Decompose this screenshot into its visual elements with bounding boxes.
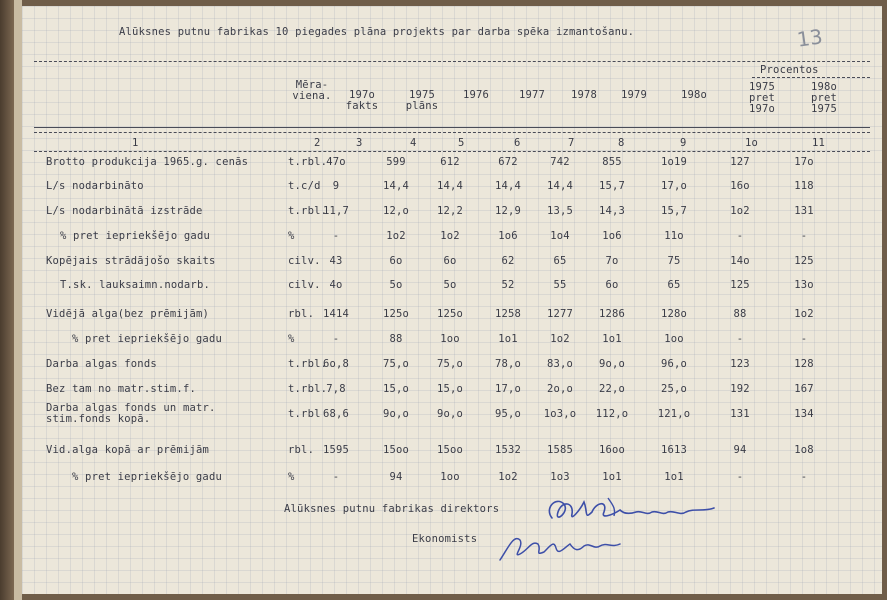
column-number: 8 [618, 137, 625, 149]
table-cell: 13o [794, 279, 814, 291]
table-cell: 16o [730, 180, 750, 192]
table-cell: 9o,o [436, 408, 464, 420]
row-unit: % [288, 230, 295, 242]
column-number: 7 [568, 137, 575, 149]
column-header [504, 90, 560, 101]
table-cell: 43 [329, 255, 343, 267]
table-cell: 1o2 [440, 230, 460, 242]
table-cell: 47o [326, 156, 346, 168]
table-cell: 14o [730, 255, 750, 267]
column-header [606, 90, 662, 101]
column-number: 9 [680, 137, 687, 149]
table-cell: 128 [794, 358, 814, 370]
table-cell: 1o8 [794, 444, 814, 456]
table-cell: - [332, 230, 340, 242]
table-cell: 1o4 [550, 230, 570, 242]
page-number: 13 [795, 24, 824, 52]
table-cell: 1585 [546, 444, 574, 456]
table-cell: 742 [550, 156, 570, 168]
column-header-top: 198o [680, 89, 708, 101]
table-cell: 75,o [382, 358, 410, 370]
table-cell: 17,o [660, 180, 688, 192]
table-cell: 1258 [494, 308, 522, 320]
row-unit: rbl. [288, 444, 315, 456]
row-label: Kopējais strādājošo skaits [46, 255, 216, 267]
row-label: L/s nodarbinātо [46, 180, 144, 192]
table-cell: 94 [389, 471, 403, 483]
table-cell: 1o1 [602, 471, 622, 483]
table-cell: - [800, 230, 808, 242]
table-cell: 55 [553, 279, 567, 291]
table-cell: 131 [794, 205, 814, 217]
table-cell: - [332, 333, 340, 345]
row-unit: t.rbl. [288, 358, 328, 370]
table-cell: 12,2 [436, 205, 464, 217]
table-cell: 4o [329, 279, 343, 291]
column-header-bottom: plāns [405, 100, 439, 112]
row-unit: cilv. [288, 255, 321, 267]
table-cell: 599 [386, 156, 406, 168]
table-cell: 112,o [595, 408, 629, 420]
column-header [734, 82, 790, 115]
rule-header-bottom-2 [34, 132, 870, 133]
table-cell: 6o [443, 255, 457, 267]
table-cell: 1286 [598, 308, 626, 320]
table-cell: - [736, 471, 744, 483]
table-cell: 12,9 [494, 205, 522, 217]
row-label: T.sk. lauksaimn.nodarb. [60, 279, 210, 291]
table-cell: 125 [794, 255, 814, 267]
table-cell: 22,o [598, 383, 626, 395]
rule-group [752, 77, 870, 78]
table-cell: 125 [730, 279, 750, 291]
table-cell: 1613 [660, 444, 688, 456]
table-cell: 14,4 [494, 180, 522, 192]
table-cell: 1414 [322, 308, 350, 320]
table-cell: 1oo [664, 333, 684, 345]
column-header [448, 90, 504, 101]
row-label: % pret iepriekšējo gadu [60, 230, 210, 242]
header-group-label: Procentos [760, 64, 819, 76]
row-unit: cilv. [288, 279, 321, 291]
table-cell: - [736, 230, 744, 242]
row-label: L/s nodarbinātā izstrāde [46, 205, 203, 217]
table-cell: 14,4 [436, 180, 464, 192]
table-cell: 88 [389, 333, 403, 345]
table-cell: 17o [794, 156, 814, 168]
column-header-top: 197o [348, 89, 376, 101]
rule-header-bottom [34, 127, 870, 128]
table-cell: 75 [667, 255, 681, 267]
table-cell: 121,o [657, 408, 691, 420]
table-cell: 15oo [382, 444, 410, 456]
table-cell: 134 [794, 408, 814, 420]
rule-numbers [34, 151, 870, 152]
table-cell: 1532 [494, 444, 522, 456]
table-cell: 95,o [494, 408, 522, 420]
table-cell: 12,o [382, 205, 410, 217]
table-cell: 1595 [322, 444, 350, 456]
table-cell: 1o2 [730, 205, 750, 217]
column-header-top: 1975 [408, 89, 436, 101]
table-cell: 131 [730, 408, 750, 420]
table-cell: 25,o [660, 383, 688, 395]
table-cell: 52 [501, 279, 515, 291]
table-cell: 15,7 [598, 180, 626, 192]
row-unit: % [288, 471, 295, 483]
table-cell: 1o6 [602, 230, 622, 242]
table-cell: 68,6 [322, 408, 350, 420]
table-cell: 672 [498, 156, 518, 168]
column-number: 3 [356, 137, 363, 149]
table-cell: 125o [382, 308, 410, 320]
column-header [394, 90, 450, 112]
table-cell: 1o1 [498, 333, 518, 345]
column-number: 5 [458, 137, 465, 149]
row-label: Darba algas fonds un matr. stim.fonds kopā. [46, 402, 216, 425]
table-cell: 167 [794, 383, 814, 395]
table-cell: 2o,o [546, 383, 574, 395]
table-cell: 1o2 [550, 333, 570, 345]
table-cell: 13,5 [546, 205, 574, 217]
table-cell: 11,7 [322, 205, 350, 217]
column-header-top: 198o [810, 81, 838, 93]
column-number: 4 [410, 137, 417, 149]
table-cell: 1o3,o [543, 408, 577, 420]
table-cell: 9o,o [598, 358, 626, 370]
row-unit: t.c/d [288, 180, 321, 192]
table-cell: 612 [440, 156, 460, 168]
table-cell: 6o [605, 279, 619, 291]
table-cell: 14,4 [546, 180, 574, 192]
table-cell: 14,4 [382, 180, 410, 192]
column-number: 1 [132, 137, 139, 149]
table-cell: 7,8 [326, 383, 346, 395]
table-cell: 11o [664, 230, 684, 242]
table-cell: 1o1 [664, 471, 684, 483]
column-number: 6 [514, 137, 521, 149]
table-cell: 127 [730, 156, 750, 168]
row-label: % pret iepriekšējo gadu [72, 333, 222, 345]
column-number: 1o [745, 137, 759, 149]
table-cell: 1o19 [660, 156, 688, 168]
row-unit: t.rbl. [288, 383, 328, 395]
table-cell: 78,o [494, 358, 522, 370]
column-header [796, 82, 852, 115]
column-header-top: 1978 [570, 89, 598, 101]
table-cell: 65 [667, 279, 681, 291]
table-cell: 125o [436, 308, 464, 320]
table-cell: 5o [443, 279, 457, 291]
row-label: Brotto produkcija 1965.g. cenās [46, 156, 249, 168]
table-cell: 1o2 [794, 308, 814, 320]
column-header-bottom: pret 1975 [810, 92, 838, 115]
table-cell: 75,o [436, 358, 464, 370]
table-cell: 15,7 [660, 205, 688, 217]
table-cell: 1277 [546, 308, 574, 320]
table-cell: 1o2 [498, 471, 518, 483]
column-header-bottom: fakts [345, 100, 379, 112]
table-cell: 65 [553, 255, 567, 267]
table-cell: 15,o [382, 383, 410, 395]
rule-top [34, 61, 870, 62]
column-header-top: 1976 [462, 89, 490, 101]
table-cell: 16oo [598, 444, 626, 456]
document-title: Alūksnes putnu fabrikas 10 piegades plāna projekts par darba spēka izmantošanu. [119, 26, 635, 38]
row-unit: % [288, 333, 295, 345]
table-cell: 88 [733, 308, 747, 320]
column-header-top: 1977 [518, 89, 546, 101]
column-number: 2 [314, 137, 321, 149]
table-cell: 15,o [436, 383, 464, 395]
table-cell: - [800, 333, 808, 345]
row-unit: rbl. [288, 308, 315, 320]
row-label: Vid.alga kopā ar prēmijām [46, 444, 210, 456]
table-cell: 1oo [440, 333, 460, 345]
table-cell: 1o3 [550, 471, 570, 483]
document-sheet [22, 6, 882, 594]
row-unit: t.rbl [288, 408, 321, 420]
table-cell: 96,o [660, 358, 688, 370]
column-header [334, 90, 390, 112]
row-unit: t.rbl. [288, 156, 328, 168]
table-cell: 855 [602, 156, 622, 168]
table-cell: 128o [660, 308, 688, 320]
economist-signature [490, 526, 630, 566]
table-cell: 123 [730, 358, 750, 370]
table-cell: 1oo [440, 471, 460, 483]
row-label: Bez tam no matr.stim.f. [46, 383, 196, 395]
table-cell: - [332, 471, 340, 483]
column-header [284, 80, 340, 102]
table-cell: - [800, 471, 808, 483]
row-unit: t.rbl. [288, 205, 328, 217]
table-cell: 94 [733, 444, 747, 456]
column-header-top: 1979 [620, 89, 648, 101]
column-header [666, 90, 722, 101]
economist-label: Ekonomists [412, 533, 478, 545]
table-cell: 14,3 [598, 205, 626, 217]
director-signature [534, 490, 724, 530]
table-cell: 5o [389, 279, 403, 291]
table-cell: 1o1 [602, 333, 622, 345]
table-cell: 6o [389, 255, 403, 267]
table-cell: 62 [501, 255, 515, 267]
table-cell: - [736, 333, 744, 345]
row-label: Vidējā alga(bez prēmijām) [46, 308, 210, 320]
table-cell: 15oo [436, 444, 464, 456]
row-label: % pret iepriekšējo gadu [72, 471, 222, 483]
table-cell: 7o [605, 255, 619, 267]
table-cell: 118 [794, 180, 814, 192]
director-label: Alūksnes putnu fabrikas direktors [284, 503, 500, 515]
column-header-bottom: viena. [292, 90, 332, 102]
table-cell: 9 [332, 180, 340, 192]
column-header-bottom: pret 197o [748, 92, 776, 115]
row-label: Darba algas fonds [46, 358, 157, 370]
table-cell: 9o,o [382, 408, 410, 420]
table-cell: 1o2 [386, 230, 406, 242]
table-cell: 1o6 [498, 230, 518, 242]
table-cell: 83,o [546, 358, 574, 370]
column-number: 11 [812, 137, 826, 149]
column-header [556, 90, 612, 101]
table-cell: 6o,8 [322, 358, 350, 370]
column-header-top: Mēra- [295, 79, 329, 91]
column-header-top: 1975 [748, 81, 776, 93]
table-cell: 17,o [494, 383, 522, 395]
table-cell: 192 [730, 383, 750, 395]
binder-edge [14, 0, 22, 600]
